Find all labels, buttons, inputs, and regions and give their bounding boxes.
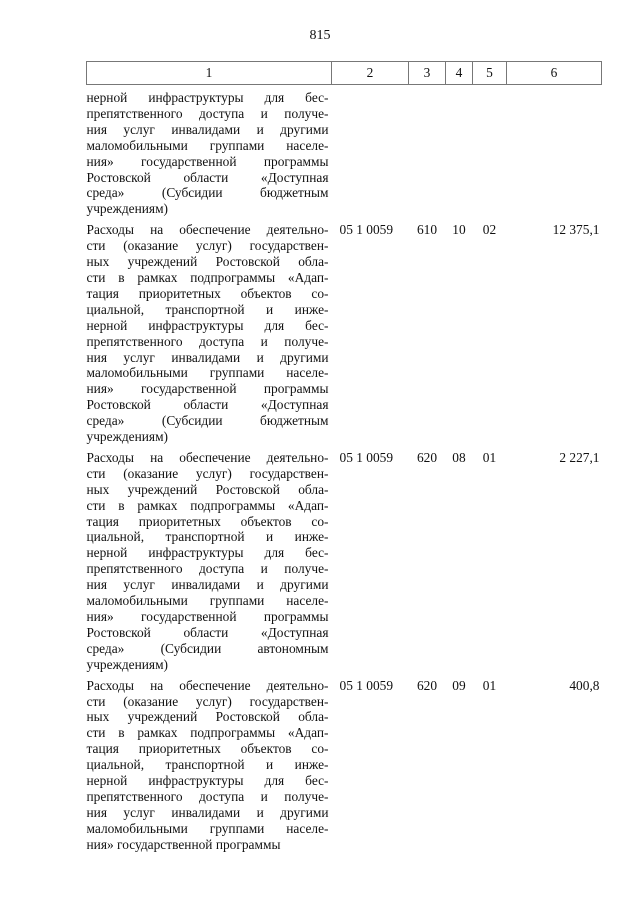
description-line: ния» государственной программы (86, 836, 281, 852)
description-line: сти (оказание услуг) государствен- (86, 465, 329, 481)
description-line: маломобильными группами населе- (86, 365, 329, 381)
description-line: маломобильными группами населе- (86, 593, 329, 609)
cell-target-article (332, 85, 409, 223)
table-header (87, 62, 602, 85)
cell-section: 08 (452, 449, 466, 465)
description-line: циальной, транспортной и инже- (86, 757, 329, 773)
description-line: ных учреждений Ростовской обла- (86, 709, 329, 725)
description-line: маломобильными группами населе- (86, 820, 329, 836)
description-line: Ростовской области «Доступная (86, 169, 329, 185)
table-row (87, 450, 602, 678)
row-description (87, 678, 332, 858)
description-line: тация приоритетных объектов со- (86, 285, 329, 301)
description-line: среда» (Субсидии бюджетным (86, 185, 329, 201)
description-line: ных учреждений Ростовской обла- (86, 481, 329, 497)
cell-subsection: 02 (482, 222, 497, 238)
cell-amount: 400,8 (569, 677, 600, 693)
description-line: ния услуг инвалидами и другими (86, 804, 329, 820)
description-line: ния услуг инвалидами и другими (86, 577, 329, 593)
header-col-4: 4 (446, 62, 473, 85)
description-line: ния услуг инвалидами и другими (86, 121, 329, 137)
header-col-2: 2 (332, 62, 409, 85)
row-description (87, 222, 332, 450)
description-line: Расходы на обеспечение деятельно- (86, 449, 329, 465)
page-number: 815 (309, 28, 331, 43)
table-row (87, 85, 602, 223)
description-line: учреждениям) (86, 429, 169, 445)
description-line: нерной инфраструктуры для бес- (86, 317, 329, 333)
description-line: нерной инфраструктуры для бес- (86, 90, 329, 105)
description-line: тация приоритетных объектов со- (86, 513, 329, 529)
cell-subsection: 01 (482, 449, 497, 465)
description-line: препятственного доступа и получе- (86, 561, 329, 577)
description-line: тация приоритетных объектов со- (86, 741, 329, 757)
description-line: ных учреждений Ростовской обла- (86, 254, 329, 270)
description-line: препятственного доступа и получе- (86, 333, 329, 349)
cell-section: 09 (452, 677, 466, 693)
cell-amount: 2 227,1 (559, 449, 600, 465)
cell-expense-type: 620 (416, 677, 438, 693)
cell-amount (507, 85, 602, 223)
description-line: учреждениям) (86, 201, 169, 217)
description-line: ния» государственной программы (86, 381, 329, 397)
description-line: ния» государственной программы (86, 609, 329, 624)
description-line: циальной, транспортной и инже- (86, 529, 329, 545)
cell-expense-type: 610 (416, 222, 438, 238)
description-line: учреждениям) (86, 656, 169, 672)
description-line: сти (оказание услуг) государствен- (86, 693, 329, 709)
description-line: маломобильными группами населе- (86, 137, 329, 153)
cell-section (446, 85, 473, 223)
description-line: ния услуг инвалидами и другими (86, 349, 329, 365)
description-line: препятственного доступа и получе- (86, 788, 329, 804)
description-line: сти в рамках подпрограммы «Адап- (86, 497, 329, 513)
table-body (87, 85, 602, 858)
description-line: препятственного доступа и получе- (86, 105, 329, 121)
description-line: Ростовской области «Доступная (86, 624, 329, 640)
table-row (87, 678, 602, 858)
cell-expense-type (409, 85, 446, 223)
header-col-3: 3 (409, 62, 446, 85)
description-line: нерной инфраструктуры для бес- (86, 545, 329, 561)
row-description (87, 450, 332, 678)
description-line: сти (оказание услуг) государствен- (86, 238, 329, 254)
cell-target-article: 05 1 0059 (339, 222, 394, 238)
row-description (87, 85, 332, 223)
description-line: Расходы на обеспечение деятельно- (86, 222, 329, 238)
cell-subsection: 01 (482, 677, 497, 693)
description-line: Ростовской области «Доступная (86, 397, 329, 413)
cell-target-article: 05 1 0059 (339, 449, 394, 465)
cell-subsection (473, 85, 507, 223)
description-line: сти в рамках подпрограммы «Адап- (86, 269, 329, 285)
header-col-5: 5 (473, 62, 507, 85)
header-row (87, 62, 602, 85)
description-line: среда» (Субсидии бюджетным (86, 413, 329, 429)
description-line: сти в рамках подпрограммы «Адап- (86, 725, 329, 741)
table-row (87, 222, 602, 450)
description-line: ния» государственной программы (86, 153, 329, 169)
description-line: Расходы на обеспечение деятельно- (86, 677, 329, 693)
header-col-1: 1 (87, 62, 332, 85)
description-line: нерной инфраструктуры для бес- (86, 773, 329, 789)
cell-expense-type: 620 (416, 449, 438, 465)
cell-section: 10 (452, 222, 466, 238)
budget-table (86, 61, 602, 858)
description-line: среда» (Субсидии автономным (86, 640, 329, 656)
header-col-6: 6 (507, 62, 602, 85)
cell-amount: 12 375,1 (552, 222, 600, 238)
description-line: циальной, транспортной и инже- (86, 301, 329, 317)
cell-target-article: 05 1 0059 (339, 677, 394, 693)
